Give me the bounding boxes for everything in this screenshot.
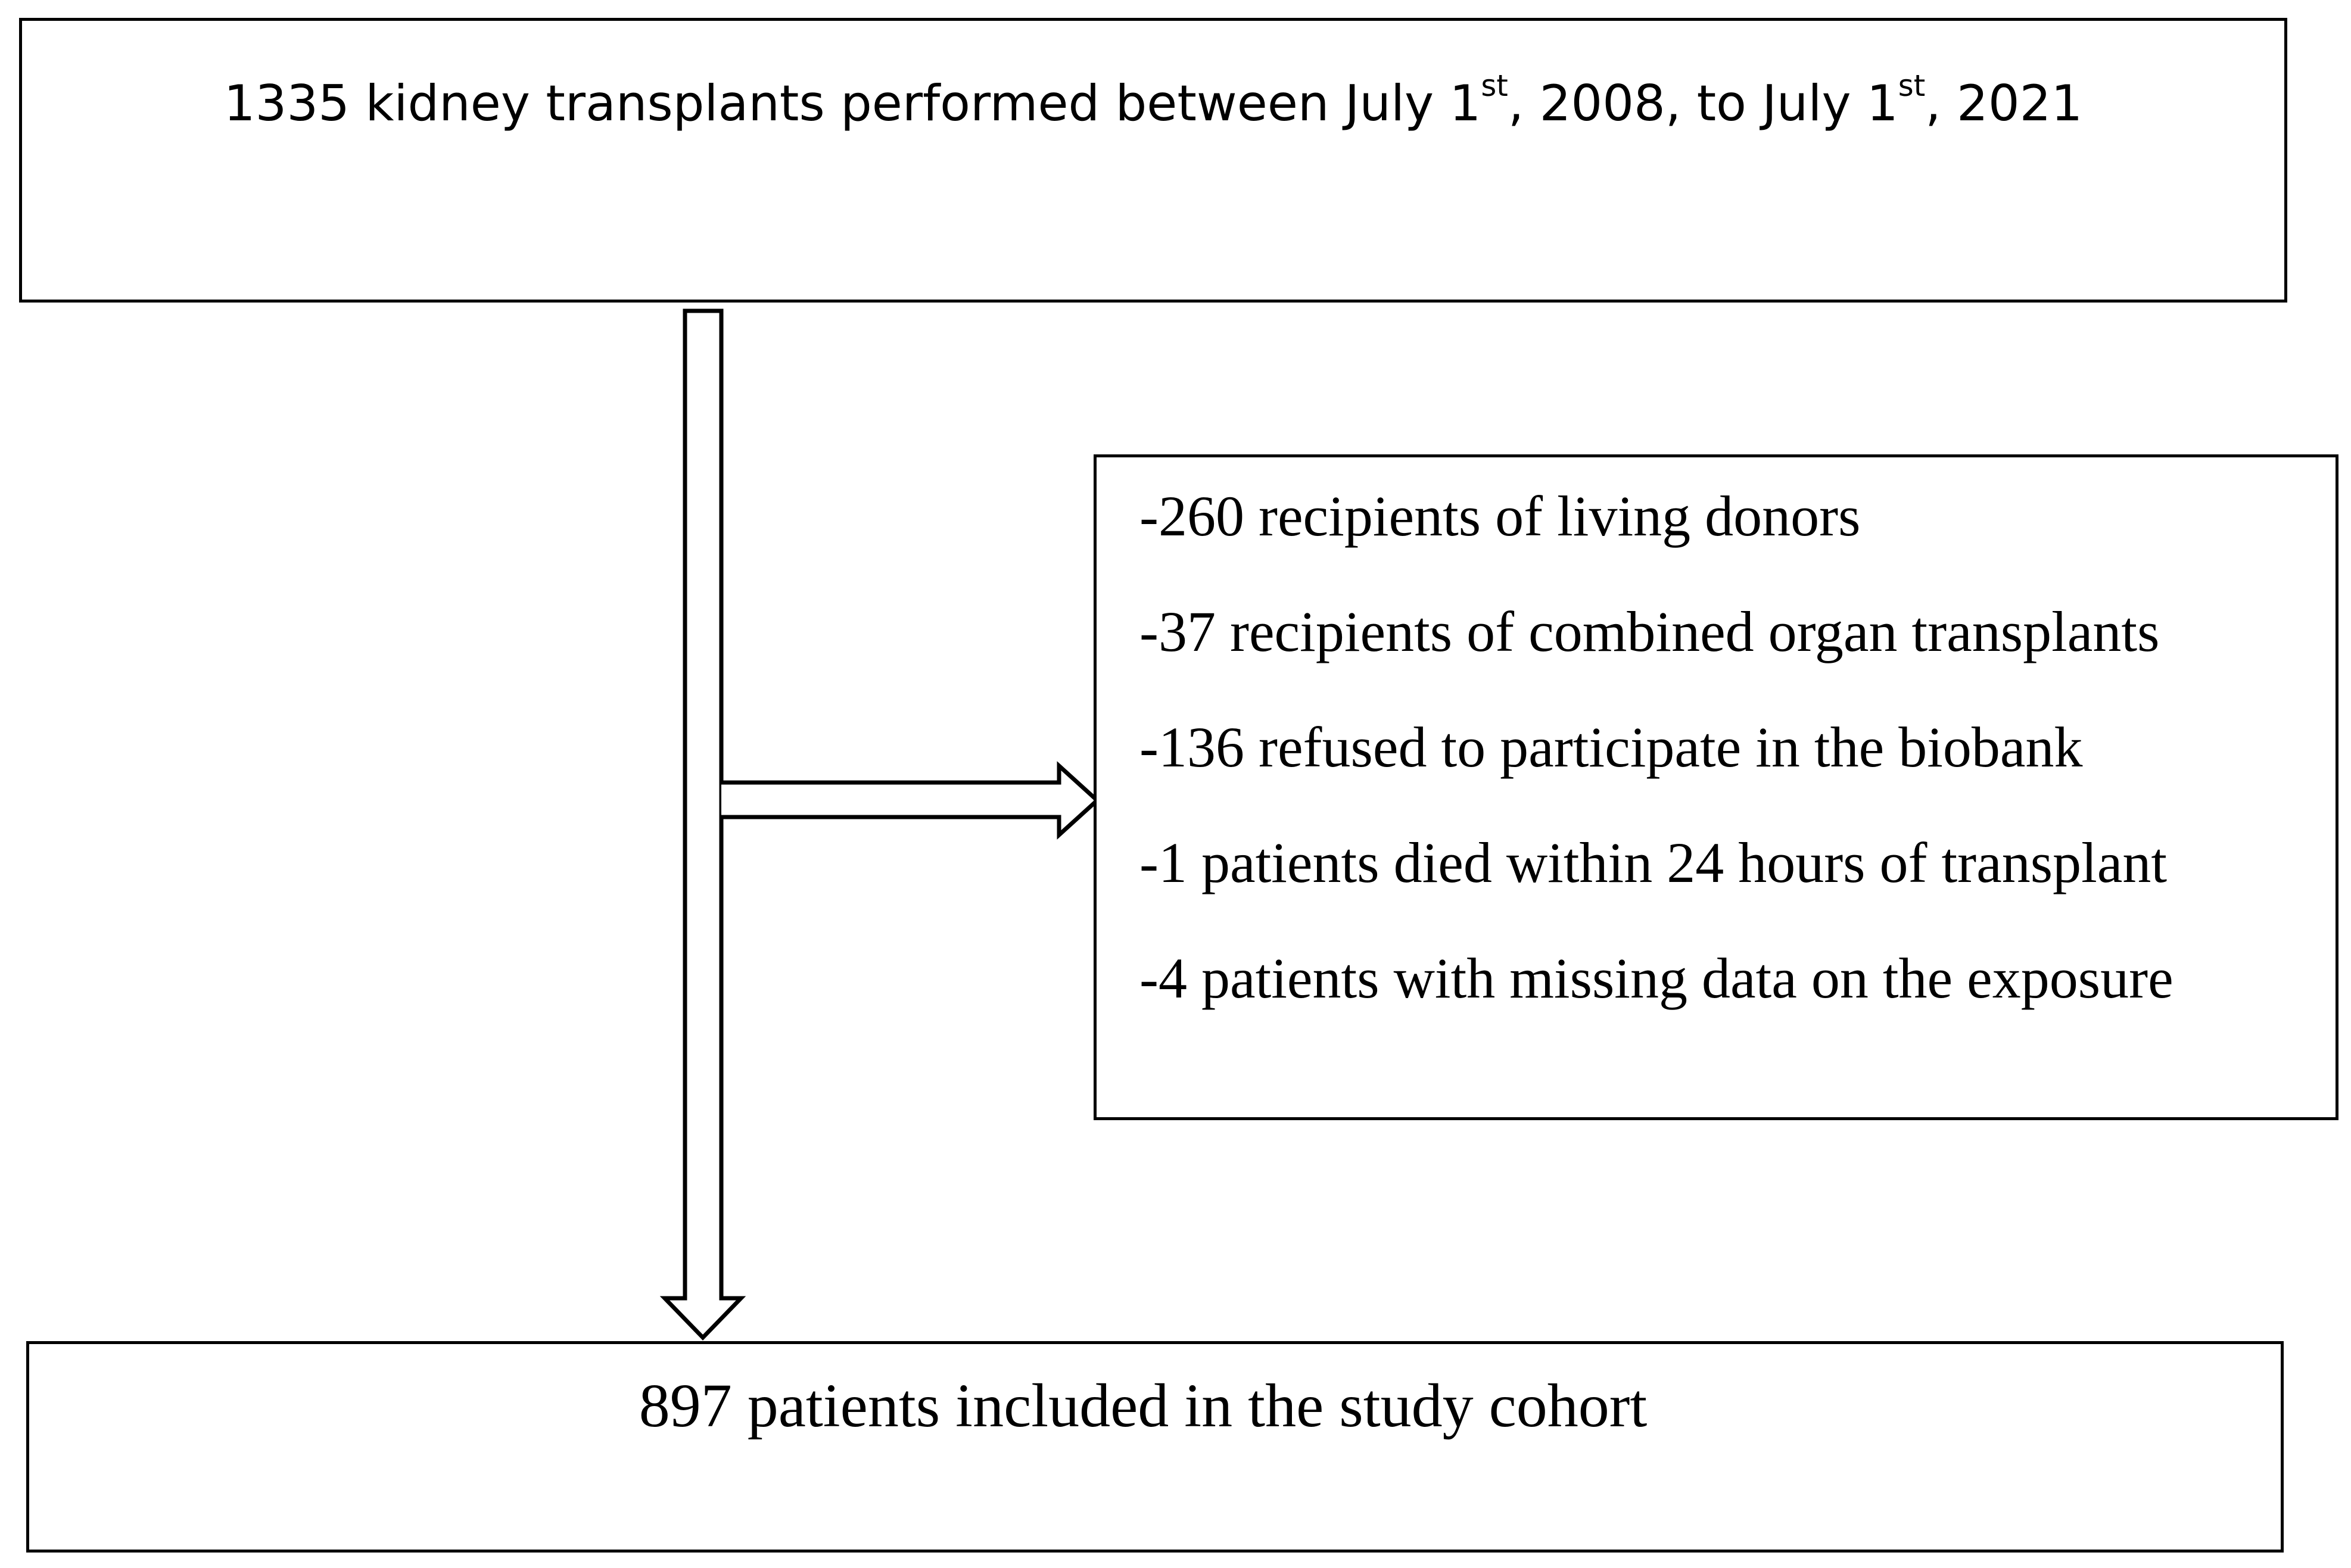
source-text-part3: , 2021 xyxy=(1925,74,2083,132)
source-sup1: st xyxy=(1481,68,1508,103)
right-arrow xyxy=(721,766,1097,835)
exclusion-item: -4 patients with missing data on the exposure xyxy=(1139,946,2173,1010)
source-text-part1: 1335 kidney transplants performed between July 1 xyxy=(223,74,1481,132)
exclusion-item: -37 recipients of combined organ transplants xyxy=(1139,600,2160,663)
down-arrow xyxy=(665,311,741,1338)
study-cohort-box xyxy=(26,1341,2284,1553)
source-sup2: st xyxy=(1898,68,1926,103)
exclusion-item: -136 refused to participate in the biobank xyxy=(1139,715,2083,779)
exclusion-item: -1 patients died within 24 hours of transplant xyxy=(1139,831,2168,894)
source-population-text xyxy=(22,68,2284,136)
source-population-box xyxy=(19,18,2287,303)
study-cohort-text: 897 patients included in the study cohort xyxy=(639,1371,1648,1440)
exclusion-list xyxy=(1139,483,2173,1061)
exclusion-item: -260 recipients of living donors xyxy=(1139,484,1861,548)
exclusion-criteria-box xyxy=(1094,454,2338,1120)
source-text-part2: , 2008, to July 1 xyxy=(1508,74,1898,132)
